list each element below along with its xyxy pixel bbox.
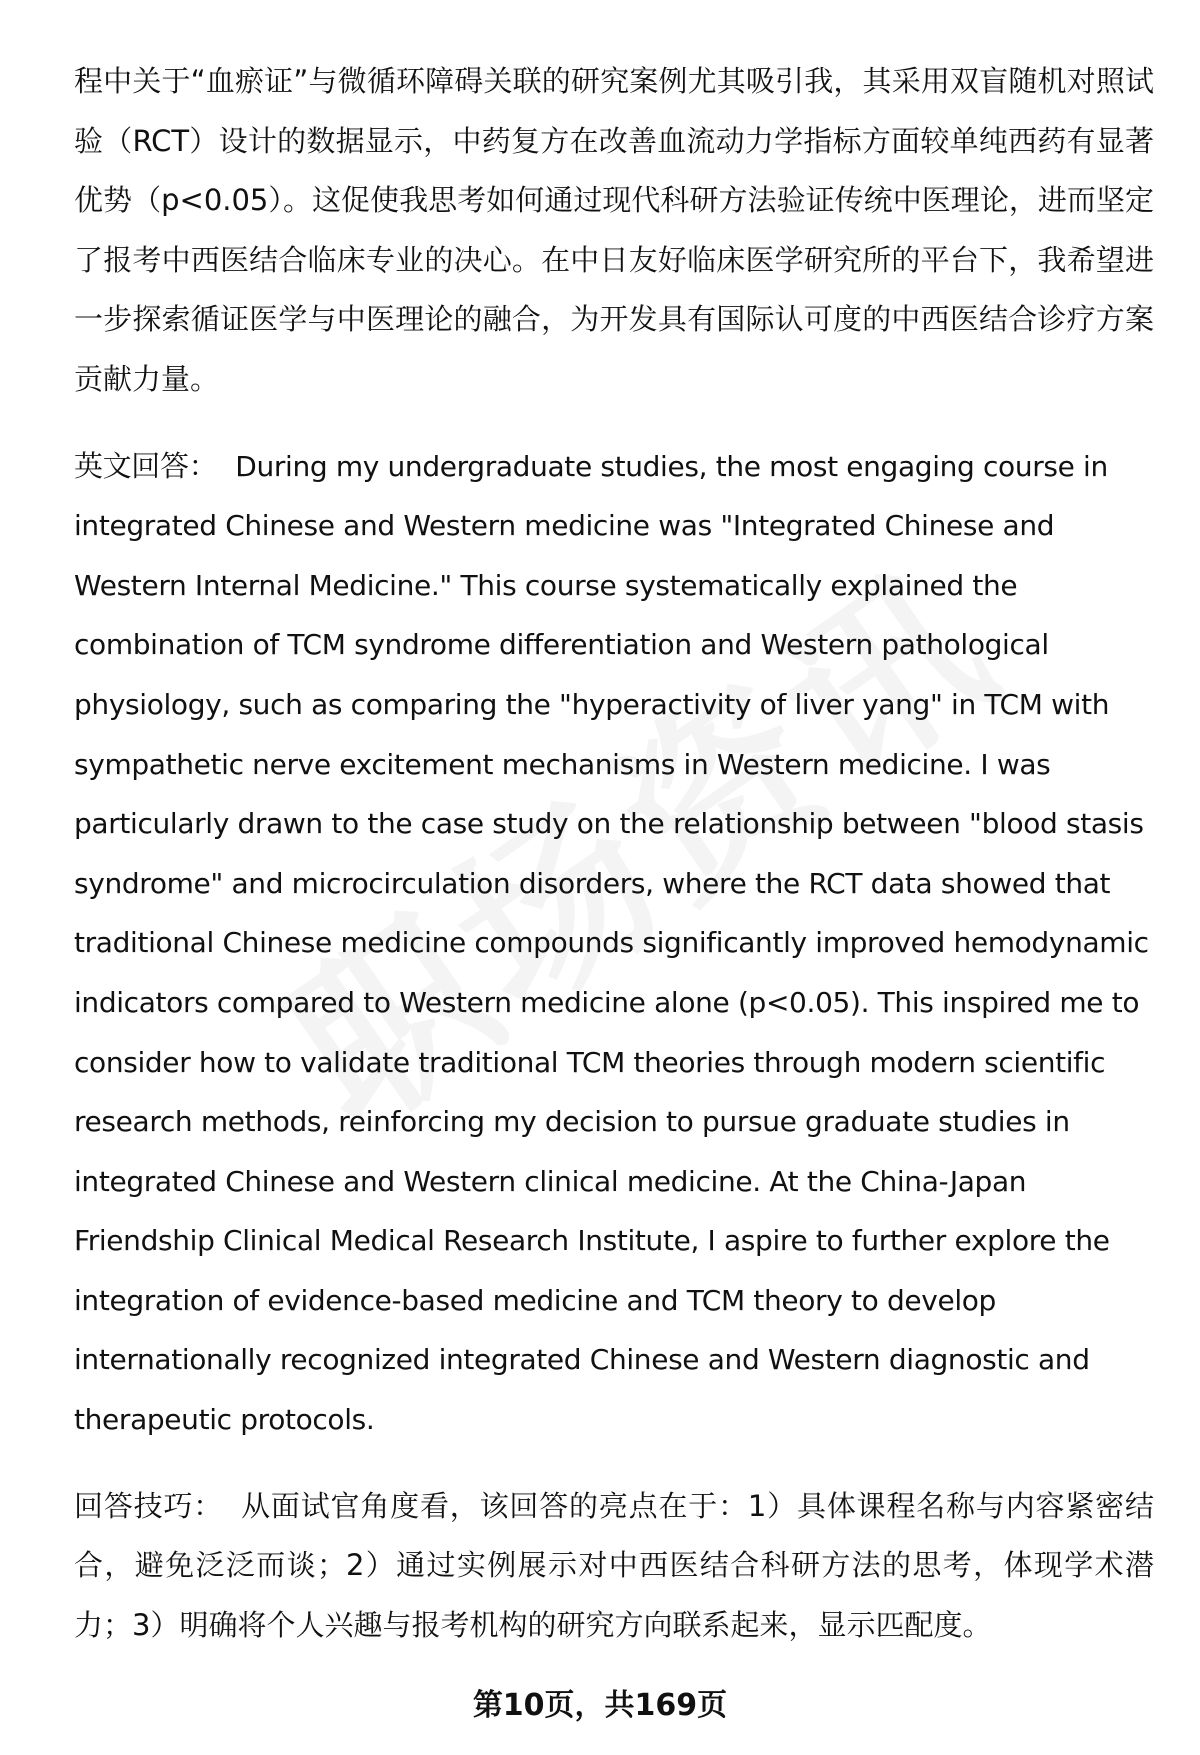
english-answer-label: 英文回答： (74, 448, 218, 483)
tips-paragraph (74, 1477, 1154, 1656)
english-answer-paragraph (74, 437, 1154, 1450)
paragraph-spacer (74, 1450, 1154, 1477)
page-number-footer: 第10页，共169页 (472, 1688, 728, 1723)
paragraph-spacer (74, 410, 1154, 437)
english-answer-text: During my undergraduate studies, the most engaging course in integrated Chinese and Western medicine was "Integrated Chinese and Western Internal Medicine." This course systematically explained the combination of TCM syndrome differentiation and Western pathological physiology, such as comparing the "hyperactivity of liver yang" in TCM with sympathetic nerve excitement mechanisms in Western medicine. I was particularly drawn to the case study on the relationship between "blood stasis syndrome" and microcirculation disorders, where the RCT data showed that traditional Chinese medicine compounds significantly improved hemodynamic indicators compared to Western medicine alone (p<0.05). This inspired me to consider how to validate traditional TCM theories through modern scientific research methods, reinforcing my decision to pursue graduate studies in integrated Chinese and Western clinical medicine. At the China-Japan Friendship Clinical Medical Research Institute, I aspire to further explore the integration of evidence-based medicine and TCM theory to develop internationally recognized integrated Chinese and Western diagnostic and therapeutic protocols. (74, 449, 1149, 1437)
tips-label: 回答技巧： (74, 1488, 224, 1523)
chinese-paragraph: 程中关于“血瘀证”与微循环障碍关联的研究案例尤其吸引我，其采用双盲随机对照试验（RCT）设计的数据显示，中药复方在改善血流动力学指标方面较单纯西药有显著优势（p<0.05）。这促使我思考如何通过现代科研方法验证传统中医理论，进而坚定了报考中西医结合临床专业的决心。在中日友好临床医学研究所的平台下，我希望进一步探索循证医学与中医理论的融合，为开发具有国际认可度的中西医结合诊疗方案贡献力量。 (74, 64, 1154, 396)
tips-text: 从面试官角度看，该回答的亮点在于：1）具体课程名称与内容紧密结合，避免泛泛而谈；2）通过实例展示对中西医结合科研方法的思考，体现学术潜力；3）明确将个人兴趣与报考机构的研究方向联系起来，显示匹配度。 (74, 1488, 1154, 1642)
page-content (74, 52, 1154, 1655)
